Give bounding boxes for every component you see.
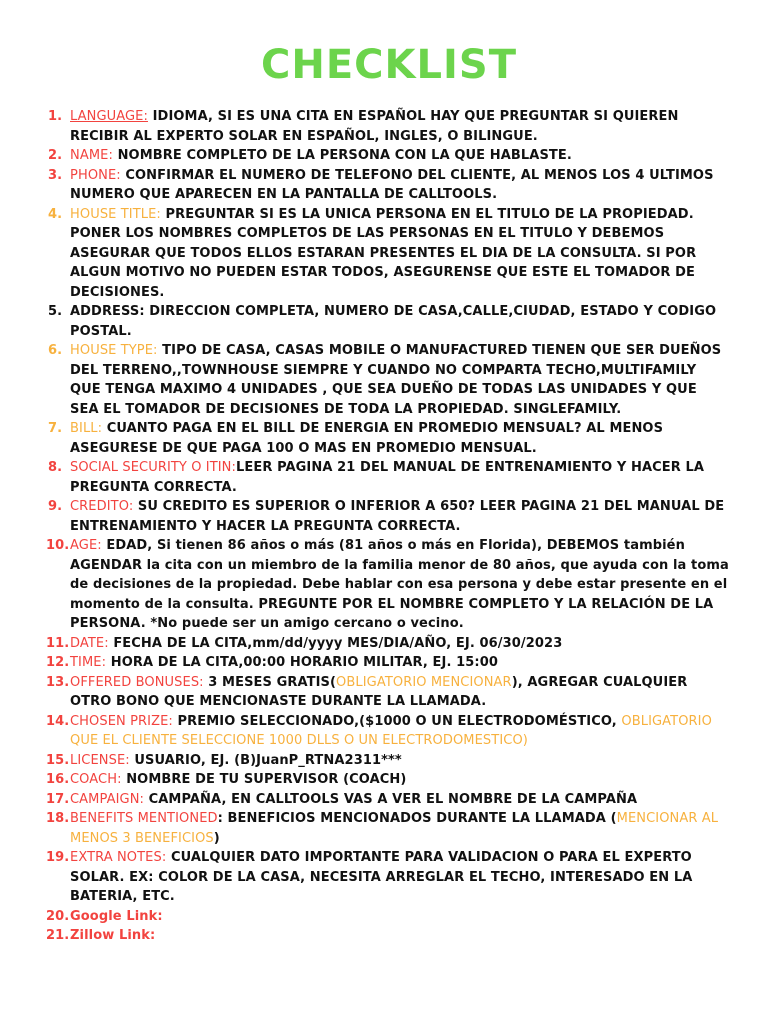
item-label: NAME:	[70, 148, 113, 163]
item-text: IDIOMA, SI ES UNA CITA EN ESPAÑOL HAY QUE PREGUNTAR SI QUIEREN RECIBIR AL EXPERTO SOLAR EN ESPAÑOL, INGLES, O BILINGUE.	[70, 109, 679, 144]
item-number: 20.	[46, 908, 70, 924]
item-number: 13.	[46, 674, 70, 690]
item-number: 6.	[48, 343, 63, 358]
checklist-item	[48, 536, 730, 634]
item-label: DATE:	[70, 635, 109, 651]
checklist-item	[48, 419, 730, 458]
item-text: HORA DE LA CITA,00:00 HORARIO MILITAR, EJ. 15:00	[106, 655, 499, 670]
item-text: EDAD, Si tienen 86 años o más (81 años o más en Florida), DEBEMOS también AGENDAR la cita con un miembro de la familia menor de 80 años, que ayuda con la toma de decisiones de la propiedad. Debe hablar con esa persona y debe estar presente en el momento de la consulta. PREGUNTE POR EL NOMBRE COMPLETO Y LA RELACIÓN DE LA PERSONA. *No puede ser un amigo cercano o vecino.	[70, 538, 729, 631]
item-text: CUALQUIER DATO IMPORTANTE PARA VALIDACION O PARA EL EXPERTO SOLAR. EX: COLOR DE LA CASA, NECESITA ARREGLAR EL TECHO, INTERESADO EN LA BATERIA, ETC.	[70, 850, 693, 904]
item-number: 2.	[48, 148, 63, 163]
item-label: TIME:	[70, 655, 107, 670]
item-label: PHONE:	[70, 167, 121, 183]
checklist-item	[48, 458, 730, 497]
item-label: CREDITO:	[70, 499, 134, 514]
item-number: 12.	[46, 655, 70, 670]
item-text: TIPO DE CASA, CASAS MOBILE O MANUFACTURED TIENEN QUE SER DUEÑOS DEL TERRENO,,TOWNHOUSE SIEMPRE Y CUANDO NO COMPARTA TECHO,MULTIFAMILY QUE TENGA MAXIMO 4 UNIDADES , QUE SEA DUEÑO DE TODAS LAS UNIDADES Y QUE SEA EL TOMADOR DE DECISIONES DE TODA LA PROPIEDAD. SINGLEFAMILY.	[70, 343, 722, 417]
item-label: HOUSE TITLE:	[70, 206, 161, 222]
checklist-item	[48, 907, 730, 927]
checklist-item	[48, 751, 730, 771]
checklist-item	[48, 770, 730, 790]
item-label: AGE:	[70, 538, 102, 553]
item-label: LICENSE:	[70, 752, 130, 768]
item-label: Google Link:	[70, 908, 163, 924]
item-number: 3.	[48, 167, 63, 183]
item-text: USUARIO, EJ. (B)JuanP_RTNA2311***	[129, 752, 402, 768]
item-text: ADDRESS: DIRECCION COMPLETA, NUMERO DE CASA,CALLE,CIUDAD, ESTADO Y CODIGO POSTAL.	[70, 304, 717, 339]
item-text: FECHA DE LA CITA,mm/dd/yyyy MES/DIA/AÑO, EJ. 06/30/2023	[108, 635, 563, 651]
item-number: 16.	[46, 772, 70, 787]
checklist-item	[48, 848, 730, 907]
checklist-item	[48, 712, 730, 751]
item-text: LEER PAGINA 21 DEL MANUAL DE ENTRENAMIENTO Y HACER LA PREGUNTA CORRECTA.	[70, 460, 705, 495]
item-label: EXTRA NOTES:	[70, 850, 167, 865]
checklist-item	[48, 634, 730, 654]
item-text: CONFIRMAR EL NUMERO DE TELEFONO DEL CLIENTE, AL MENOS LOS 4 ULTIMOS NUMERO QUE APARECEN EN LA PANTALLA DE CALLTOOLS.	[70, 167, 714, 202]
checklist-item	[48, 497, 730, 536]
item-number: 14.	[46, 713, 70, 729]
checklist-item	[48, 790, 730, 810]
checklist-item	[48, 653, 730, 673]
checklist-item	[48, 146, 730, 166]
item-label: OBLIGATORIO MENCIONAR	[336, 674, 512, 690]
item-number: 15.	[46, 752, 70, 768]
item-number: 4.	[48, 206, 63, 222]
item-text: SU CREDITO ES SUPERIOR O INFERIOR A 650? LEER PAGINA 21 DEL MANUAL DE ENTRENAMIENTO Y HACER LA PREGUNTA CORRECTA.	[70, 499, 725, 534]
item-label: CHOSEN PRIZE:	[70, 713, 173, 729]
checklist-item	[48, 205, 730, 303]
item-text: : BENEFICIOS MENCIONADOS DURANTE LA LLAMADA (	[217, 811, 617, 826]
item-number: 19.	[46, 850, 70, 865]
checklist-item	[48, 809, 730, 848]
item-number: 5.	[48, 304, 63, 319]
item-number: 18.	[46, 811, 70, 826]
checklist-item	[48, 926, 730, 946]
checklist-item	[48, 673, 730, 712]
item-text: NOMBRE DE TU SUPERVISOR (COACH)	[121, 772, 407, 787]
page-title: CHECKLIST	[261, 42, 517, 88]
item-number: 9.	[48, 499, 63, 514]
item-text: 3 MESES GRATIS(	[203, 674, 337, 690]
item-number: 1.	[48, 109, 63, 124]
item-label: MENCIONAR AL MENOS 3 BENEFICIOS	[70, 811, 719, 846]
item-text: PREGUNTAR SI ES LA UNICA PERSONA EN EL TITULO DE LA PROPIEDAD. PONER LOS NOMBRES COMPLETOS DE LAS PERSONAS EN EL TITULO Y DEBEMOS ASEGURAR QUE TODOS ELLOS ESTARAN PRESENTES EL DIA DE LA CONSULTA. SI POR ALGUN MOTIVO NO PUEDEN ESTAR TODOS, ASEGURENSE QUE ESTE EL TOMADOR DE DECISIONES.	[70, 206, 697, 300]
item-text: CAMPAÑA, EN CALLTOOLS VAS A VER EL NOMBRE DE LA CAMPAÑA	[144, 791, 638, 807]
item-label: CAMPAIGN:	[70, 791, 144, 807]
item-label: BENEFITS MENTIONED	[70, 811, 218, 826]
item-text: PREMIO SELECCIONADO,($1000 O UN ELECTRODOMÉSTICO,	[172, 713, 622, 729]
item-number: 7.	[48, 421, 63, 436]
item-label: BILL:	[70, 421, 103, 436]
item-label: OFFERED BONUSES:	[70, 674, 204, 690]
checklist-item	[48, 302, 730, 341]
item-text: )	[213, 830, 220, 846]
item-text: NOMBRE COMPLETO DE LA PERSONA CON LA QUE HABLASTE.	[112, 148, 572, 163]
item-label: COACH:	[70, 772, 122, 787]
item-label: LANGUAGE:	[70, 109, 148, 124]
item-number: 8.	[48, 460, 63, 475]
item-number: 11.	[46, 635, 70, 651]
item-text: CUANTO PAGA EN EL BILL DE ENERGIA EN PROMEDIO MENSUAL? AL MENOS ASEGURESE DE QUE PAGA 100 O MAS EN PROMEDIO MENSUAL.	[70, 421, 664, 456]
item-label: Zillow Link:	[70, 928, 156, 943]
checklist-item	[48, 166, 730, 205]
item-number: 21.	[46, 928, 70, 943]
checklist	[48, 107, 730, 946]
item-label: SOCIAL SECURITY O ITIN:	[70, 460, 236, 475]
checklist-item	[48, 107, 730, 146]
item-label: HOUSE TYPE:	[70, 343, 158, 358]
item-text: ), AGREGAR CUALQUIER OTRO BONO QUE MENCIONASTE DURANTE LA LLAMADA.	[70, 674, 688, 709]
item-number: 10.	[46, 538, 70, 553]
checklist-item	[48, 341, 730, 419]
item-number: 17.	[46, 791, 70, 807]
item-label: OBLIGATORIO QUE EL CLIENTE SELECCIONE 1000 DLLS O UN ELECTRODOMESTICO)	[70, 713, 712, 748]
